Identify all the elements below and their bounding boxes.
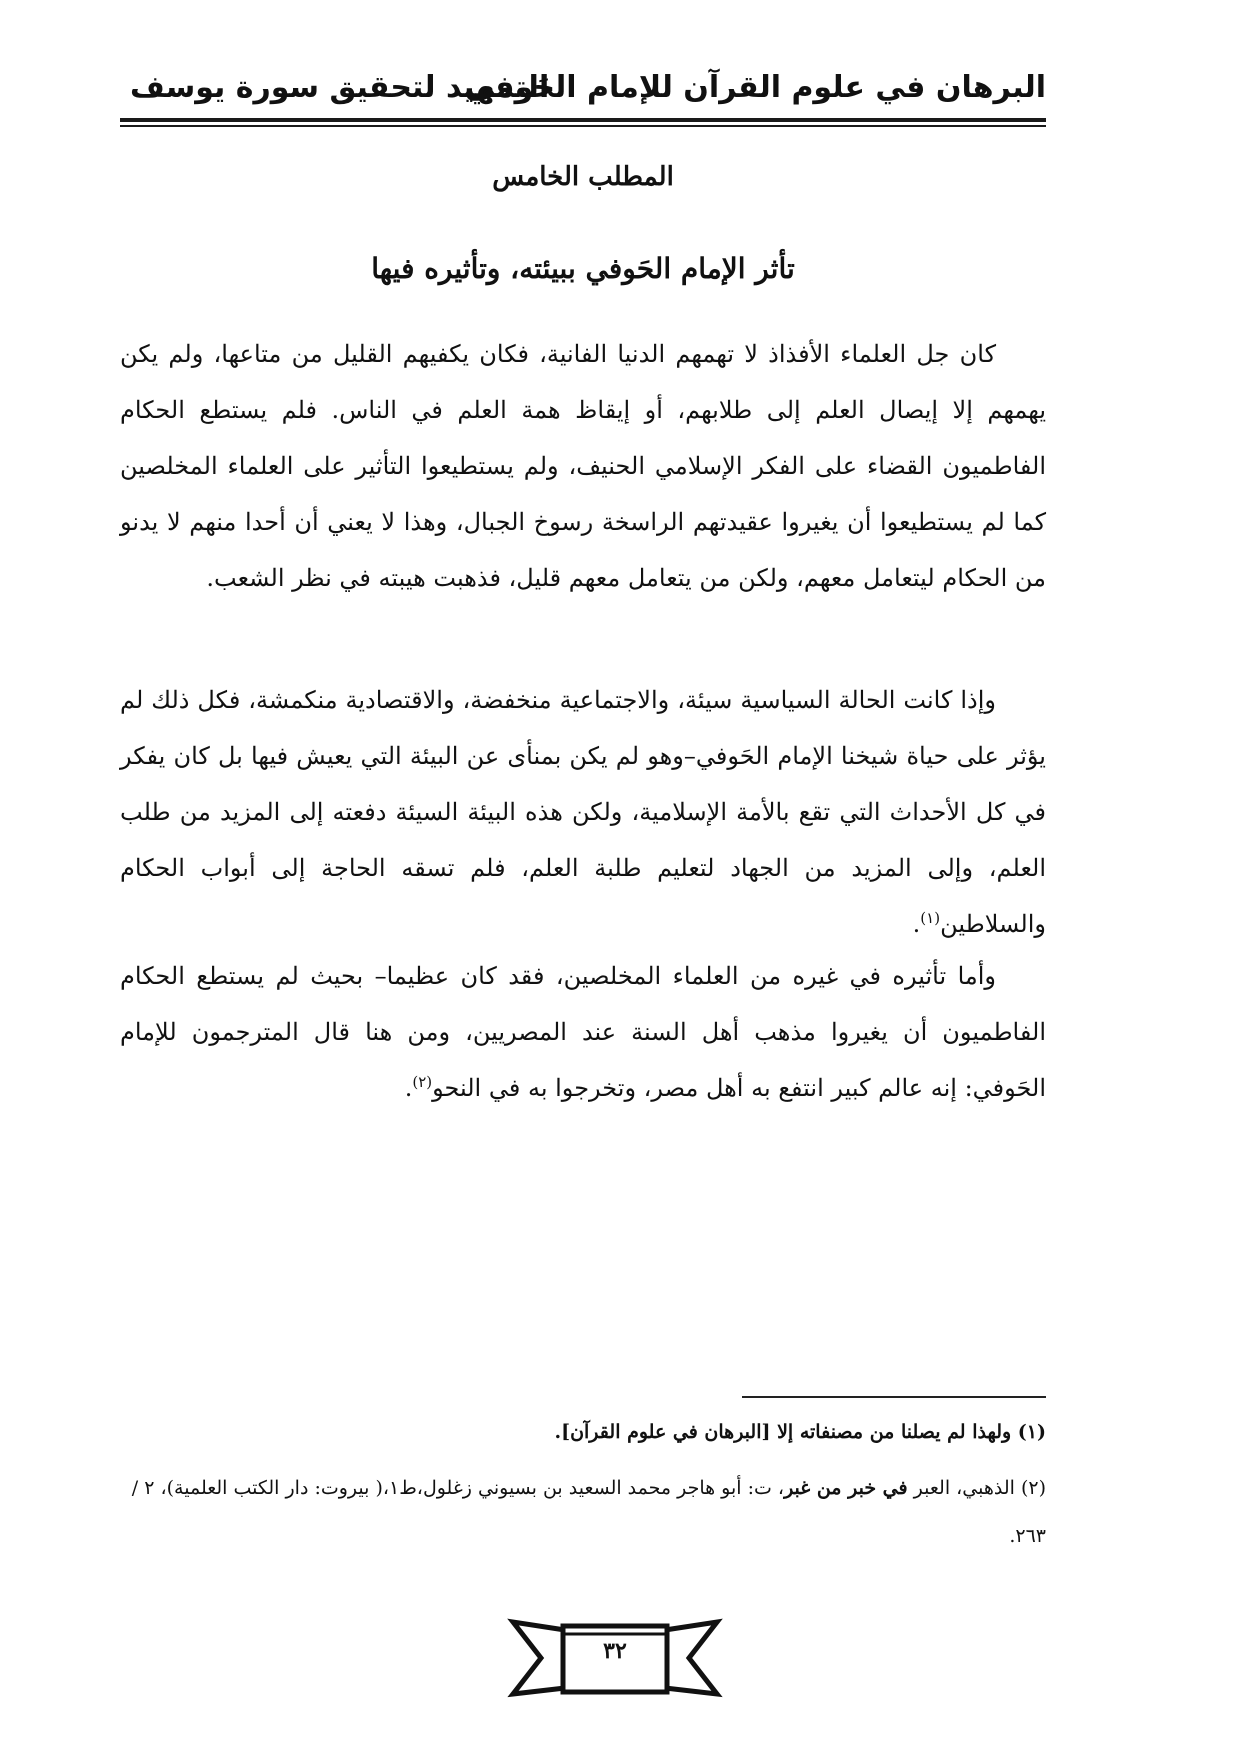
page-number-ribbon [505, 1612, 725, 1706]
paragraph-1-text: كان جل العلماء الأفذاذ لا تهمهم الدنيا الفانية، فكان يكفيهم القليل من متاعها، ولم يكن يهمهم إلا إيصال العلم إلى طلابهم، أو إيقاظ همة العلم في الناس. فلم يستطع الحكام الفاطميون القضاء على الفكر الإسلامي الحنيف، ولم يستطيعوا التأثير على العلماء المخلصين كما لم يستطيعوا أن يغيروا عقيدتهم الراسخة رسوخ الجبال، وهذا لا يعني أن أحدا منهم لا يدنو من الحكام ليتعامل معهم، ولكن من يتعامل معهم قليل، فذهبت هيبته في نظر الشعب. [120, 340, 1047, 592]
paragraph-2-end: . [912, 910, 921, 938]
header-rule-thin [120, 125, 1046, 127]
running-header [120, 58, 1046, 112]
footnote-2 [120, 1464, 1046, 1560]
chapter-title: تأثر الإمام الحَوفي ببيئته، وتأثيره فيها [371, 252, 795, 285]
page-number: ٣٢ [603, 1638, 627, 1664]
paragraph-3-body: وأما تأثيره في غيره من العلماء المخلصين، فقد كان عظيما– بحيث لم يستطع الحكام الفاطميون أن يغيروا مذهب أهل السنة عند المصريين، ومن هنا قال المترجمون للإمام الحَوفي: إنه عالم كبير انتفع به أهل مصر، وتخرجوا به في النحو [120, 962, 1046, 1102]
paragraph-3-text [120, 948, 1046, 1116]
footnotes [120, 1408, 1046, 1568]
paragraph-3-end: . [404, 1074, 413, 1102]
paragraph-1 [120, 326, 1046, 606]
footnote-2-a: (٢) الذهبي، العبر [907, 1477, 1046, 1499]
footnote-2-title: في خبر من غبر [784, 1477, 908, 1499]
paragraph-2-body: وإذا كانت الحالة السياسية سيئة، والاجتماعية منخفضة، والاقتصادية منكمشة، فكل ذلك لم يؤثر على حياة شيخنا الإمام الحَوفي–وهو لم يكن بمنأى عن البيئة التي يعيش فيها بل كان يفكر في كل الأحداث التي تقع بالأمة الإسلامية، ولكن هذه البيئة السيئة دفعته إلى المزيد من طلب العلم، وإلى المزيد من الجهاد لتعليم طلبة العلم، فلم تسقه الحاجة إلى أبواب الحكام والسلاطين [120, 686, 1047, 938]
section-heading: المطلب الخامس [492, 162, 674, 192]
footnote-ref-2[interactable]: (٢) [412, 1073, 433, 1091]
section-title: التمهيد لتحقيق سورة يوسف [130, 70, 550, 105]
footnote-ref-1[interactable]: (١) [920, 909, 941, 927]
book-title: البرهان في علوم القرآن للإمام الحَوفي [464, 70, 1046, 105]
footnote-separator [742, 1396, 1046, 1398]
header-rule-thick [120, 118, 1046, 122]
footnote-1: (١) ولهذا لم يصلنا من مصنفاته إلا [البرهان في علوم القرآن]. [554, 1421, 1046, 1443]
paragraph-2 [120, 672, 1046, 952]
paragraph-2-text [120, 672, 1046, 952]
paragraph-3 [120, 948, 1046, 1116]
footnote-2-c: ، ت: أبو هاجر محمد السعيد بن بسيوني زغلول،ط١،( بيروت: دار الكتب العلمية)، ٢ / ٢٦٣. [131, 1477, 1046, 1547]
